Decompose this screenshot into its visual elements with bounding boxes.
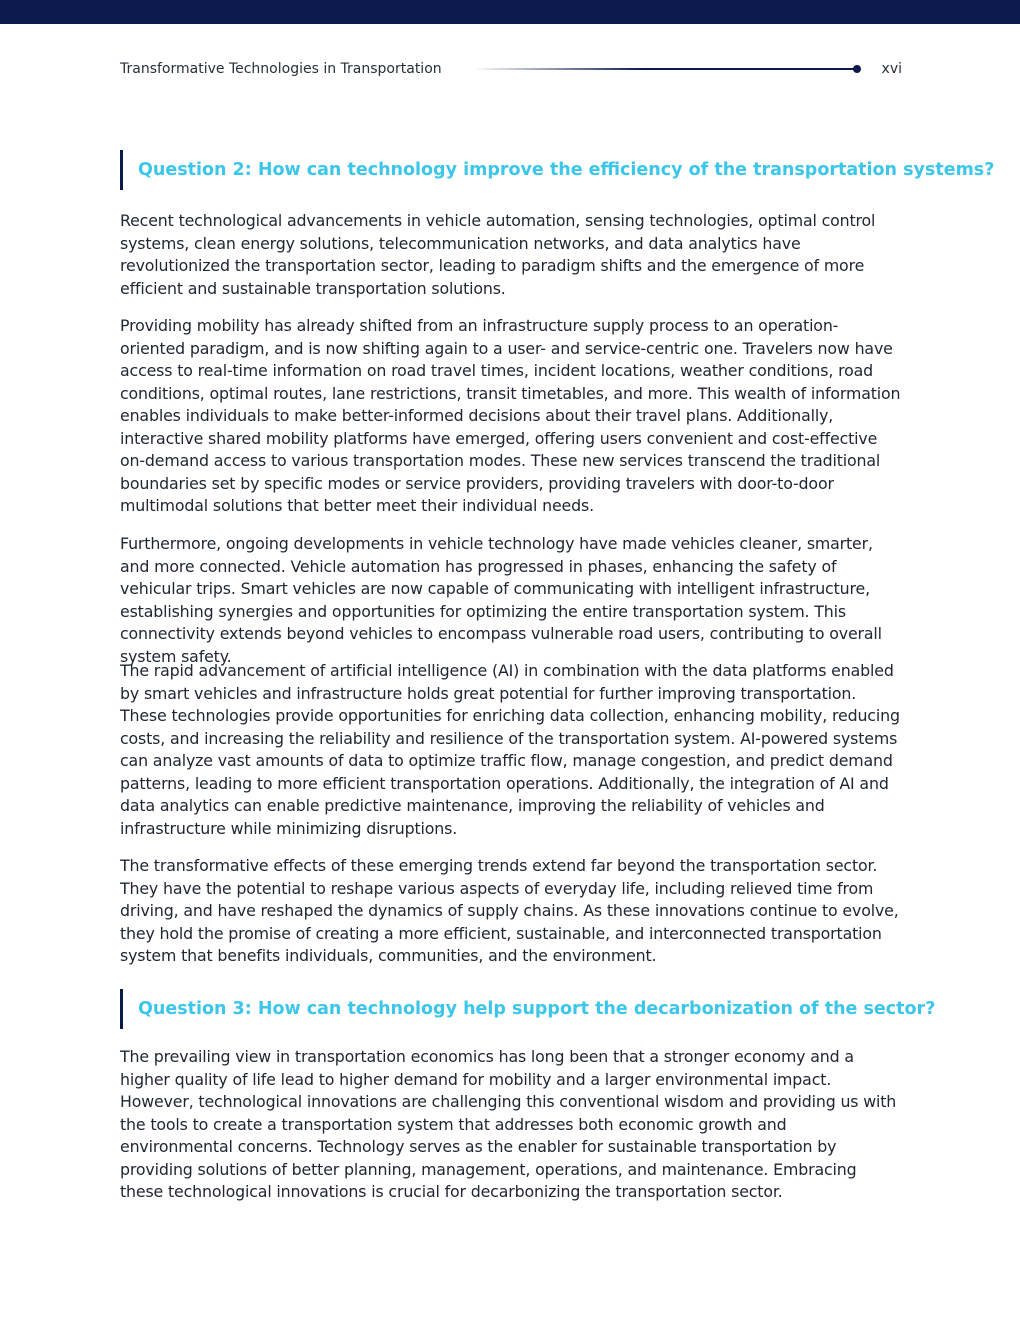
header-rule-dot xyxy=(853,65,861,73)
paragraph: The rapid advancement of artificial intelligence (AI) in combination with the data platforms enabled by smart vehicles and infrastructure holds great potential for further improving transportation. These technologies provide opportunities for enriching data collection, enhancing mobility, reducing costs, and increasing the reliability and resilience of the transportation system. AI-powered systems can analyze vast amounts of data to optimize traffic flow, manage congestion, and predict demand patterns, leading to more efficient transportation operations. Additionally, the integration of AI and data analytics can enable predictive maintenance, improving the reliability of vehicles and infrastructure while minimizing disruptions. xyxy=(120,661,900,838)
running-header xyxy=(120,60,902,80)
paragraph: Furthermore, ongoing developments in vehicle technology have made vehicles cleaner, smarter, and more connected. Vehicle automation has progressed in phases, enhancing the safety of vehicular trips. Smart vehicles are now capable of communicating with intelligent infrastructure, establishing synergies and opportunities for optimizing the entire transportation system. This connectivity extends beyond vehicles to encompass vulnerable road users, contributing to overall system safety. xyxy=(120,534,882,666)
section-heading-question-2: Question 2: How can technology improve the efficiency of the transportation systems? xyxy=(120,150,890,190)
header-rule xyxy=(472,68,856,70)
page-number: xvi xyxy=(881,61,902,77)
top-color-band xyxy=(0,0,1020,24)
section-heading-question-3: Question 3: How can technology help support the decarbonization of the sector? xyxy=(120,989,890,1029)
paragraph: The transformative effects of these emerging trends extend far beyond the transportation sector. They have the potential to reshape various aspects of everyday life, including relieved time from driving, and have reshaped the dynamics of supply chains. As these innovations continue to evolve, they hold the promise of creating a more efficient, sustainable, and interconnected transportation system that benefits individuals, communities, and the environment. xyxy=(120,856,899,965)
header-title: Transformative Technologies in Transportation xyxy=(120,61,442,77)
paragraph: The prevailing view in transportation economics has long been that a stronger economy and a higher quality of life lead to higher demand for mobility and a larger environmental impact. However, technological innovations are challenging this conventional wisdom and providing us with the tools to create a transportation system that addresses both economic growth and environmental concerns. Technology serves as the enabler for sustainable transportation by providing solutions of better planning, management, operations, and maintenance. Embracing these technological innovations is crucial for decarbonizing the transportation sector. xyxy=(120,1047,897,1201)
paragraph: Recent technological advancements in vehicle automation, sensing technologies, optimal control systems, clean energy solutions, telecommunication networks, and data analytics have revolutionized the transportation sector, leading to paradigm shifts and the emergence of more efficient and sustainable transportation solutions. xyxy=(120,211,876,298)
paragraph: Providing mobility has already shifted from an infrastructure supply process to an operation-oriented paradigm, and is now shifting again to a user- and service-centric one. Travelers now have access to real-time information on road travel times, incident locations, weather conditions, road conditions, optimal routes, lane restrictions, transit timetables, and more. This wealth of information enables individuals to make better-informed decisions about their travel plans. Additionally, interactive shared mobility platforms have emerged, offering users convenient and cost-effective on-demand access to various transportation modes. These new services transcend the traditional boundaries set by specific modes or service providers, providing travelers with door-to-door multimodal solutions that better meet their individual needs. xyxy=(120,316,901,515)
